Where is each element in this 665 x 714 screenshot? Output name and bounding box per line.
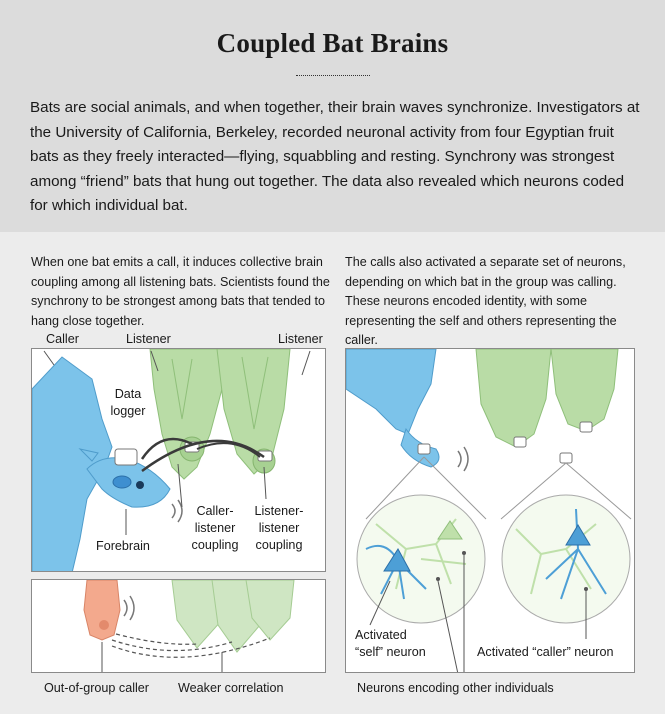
label-listener-2: Listener [278,332,323,346]
label-other-neurons: Neurons encoding other individuals [357,681,554,695]
panel-out-of-group [31,579,326,673]
listener-bats-right [476,349,618,463]
label-forebrain: Forebrain [96,539,150,553]
page-title: Coupled Bat Brains [216,28,449,58]
label-caller: Caller [46,332,79,346]
weak-correlation-arc-1 [112,640,232,651]
label-caller-listener-coupling: Caller- listener coupling [191,504,239,552]
left-caption: When one bat emits a call, it induces collective brain coupling among all listening bats. Scientists found the synchrony to be strongest among bats that tended to hang close together. [31,255,330,328]
listener-bat-2 [217,349,290,474]
group-bats [172,580,294,652]
label-out-of-group-caller: Out-of-group caller [44,681,149,695]
listener-bat-1 [150,349,227,479]
call-wave-icon [172,504,175,518]
out-of-group-bat [84,580,120,640]
self-neuron-circle [357,495,485,623]
caller-neuron-circle [502,495,630,623]
label-listener-listener-coupling: Listener- listener coupling [254,504,304,552]
call-wave-icon [124,600,127,616]
out-of-group-illustration [32,580,326,673]
label-weaker-correlation: Weaker correlation [178,681,284,695]
label-listener-1: Listener [126,332,171,346]
right-caption: The calls also activated a separate set of neurons, depending on which bat in the group was calling. These neurons encoded identity, with some representing the self and others representing the caller. [345,255,626,347]
neuron-illustration [346,349,635,673]
panel-identity-neurons [345,348,635,673]
caller-bat-right [346,349,439,467]
title-divider [296,75,370,76]
call-wave-icon [458,451,461,467]
label-data-logger: Data logger [110,387,146,418]
label-caller-neuron: Activated “caller” neuron [477,645,614,659]
intro-paragraph: Bats are social animals, and when together, their brain waves synchronize. Investigators at the University of California, Berkeley, recorded neuronal activity from four Egyptian fruit bats as they freely interacted—flying, squabbling and resting. Synchrony was strongest among “friend” bats that hung out together. The data also revealed which neurons coded for which individual bat. [30,99,640,215]
weak-correlation-arc-3 [116,634,197,644]
label-self-neuron: Activated “self” neuron [355,628,426,659]
